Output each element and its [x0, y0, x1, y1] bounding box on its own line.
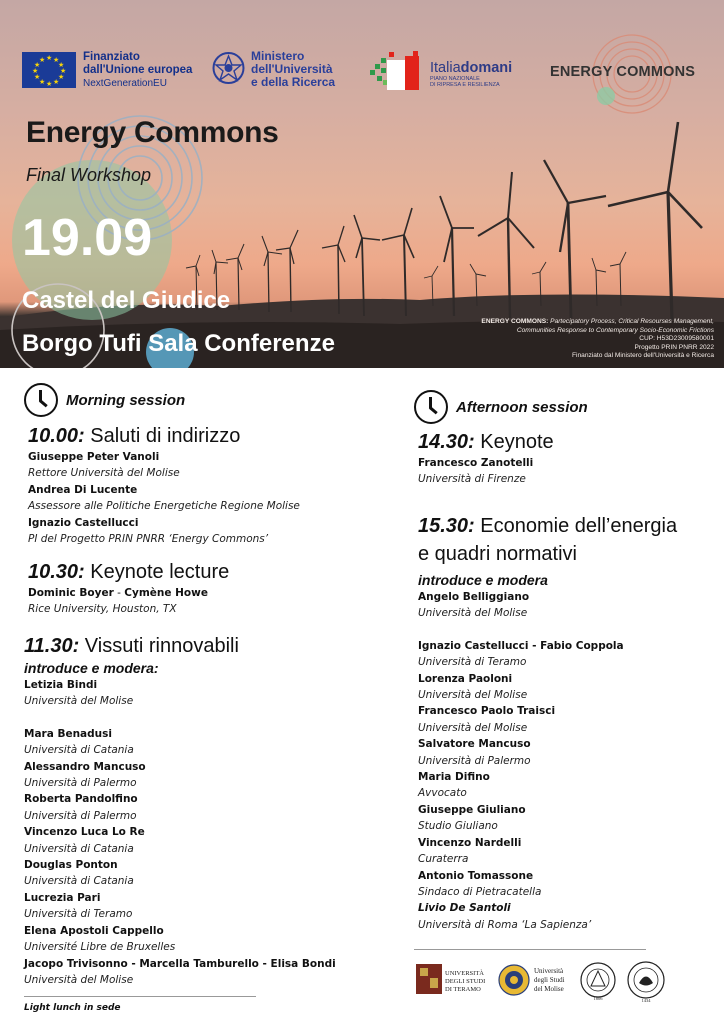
speaker-affiliation: Rice University, Houston, TX	[28, 603, 177, 616]
catania-seal-icon	[628, 962, 664, 998]
slot-title	[24, 633, 336, 659]
event-location-venue: Borgo Tufi Sala Conferenze	[22, 330, 335, 357]
speaker-name: Lucrezia Pari	[24, 891, 101, 904]
speaker-name: Alessandro Mancuso	[24, 760, 146, 773]
afternoon-session-label: Afternoon session	[456, 398, 588, 416]
slot-title	[28, 559, 229, 585]
morning-session-header	[24, 383, 185, 417]
speaker-name: Francesco Zanotelli	[418, 457, 534, 469]
speaker-name: Salvatore Mancuso	[418, 738, 531, 751]
speaker-affiliation: Rettore Università del Molise	[28, 467, 180, 480]
speaker-name: Vincenzo Nardelli	[418, 836, 522, 849]
clock-icon	[24, 383, 58, 417]
hero-banner	[0, 0, 724, 368]
morning-slot-1130	[24, 633, 336, 988]
energy-commons-logo: ENERGY COMMONS	[550, 64, 696, 80]
speaker-name-a: Dominic Boyer	[28, 587, 114, 599]
mur-line2: dell'Università	[251, 62, 333, 76]
speaker-name: Ignazio Castellucci - Fabio Coppola	[418, 639, 624, 652]
moderator-affiliation: Università del Molise	[24, 695, 134, 708]
speaker-affiliation: Sindaco di Pietracatella	[418, 885, 542, 898]
credit-line2: Communities Response to Contemporary Socio-Economic Frictions	[516, 326, 714, 334]
speaker-name: Francesco Paolo Traisci	[418, 705, 556, 718]
moderator-intro: introduce e modera	[418, 572, 548, 588]
molise-label-3: del Molise	[534, 985, 564, 993]
speaker-name-b: Cymène Howe	[124, 587, 208, 599]
molise-label-2: degli Studi	[534, 976, 565, 984]
speaker-affiliation: Università del Molise	[24, 973, 134, 986]
speaker-name: Elena Apostoli Cappello	[24, 924, 164, 937]
slot-time: 11.30:	[24, 635, 80, 657]
palermo-seal-icon	[581, 963, 615, 997]
event-date: 19.09	[22, 209, 153, 267]
credit-program: Progetto PRIN PNRR 2022	[634, 343, 714, 351]
molise-label-1: Università	[534, 967, 564, 975]
afternoon-slot-1530	[418, 513, 677, 933]
speaker-name: Maria Difino	[418, 771, 490, 784]
slot-time: 10.00:	[28, 425, 85, 447]
teramo-logo-icon	[416, 964, 442, 994]
teramo-label-3: DI TERAMO	[445, 986, 481, 993]
project-credit	[481, 318, 714, 361]
speaker-affiliation: PI del Progetto PRIN PNRR ‘Energy Commons’	[28, 533, 269, 546]
speaker-name: Giuseppe Peter Vanoli	[28, 451, 160, 463]
slot-heading-line1: Economie dell’energia	[474, 515, 678, 537]
credit-project-name: ENERGY COMMONS:	[481, 318, 549, 325]
afternoon-session-header	[414, 390, 588, 424]
speaker-affiliation: Università del Molise	[418, 689, 528, 702]
speaker-name: Roberta Pandolfino	[24, 793, 138, 806]
speaker-name: Douglas Ponton	[24, 859, 118, 872]
moderator-name: Letizia Bindi	[24, 679, 98, 691]
speaker-affiliation: Università di Teramo	[24, 908, 133, 921]
speaker-affiliation: Università di Catania	[24, 875, 134, 888]
molise-seal-icon	[499, 965, 529, 995]
speaker-affiliation: Università di Palermo	[24, 809, 137, 822]
speaker-name: Andrea Di Lucente	[28, 483, 138, 496]
slot-heading: Keynote	[474, 431, 554, 453]
brand-part-a: Italia	[430, 60, 461, 76]
speaker-affiliation: Curaterra	[418, 853, 469, 866]
teramo-label-1: UNIVERSITÀ	[445, 970, 484, 977]
slot-time: 10.30:	[28, 561, 85, 583]
italiadomani-pixel-flag-icon	[369, 50, 425, 94]
ministry-label	[251, 50, 335, 89]
mur-line1: Ministero	[251, 49, 305, 63]
pnrr-line1: PIANO NAZIONALE	[430, 76, 480, 82]
speaker-affiliation: Università di Catania	[24, 744, 134, 757]
moderator-intro: introduce e modera:	[24, 660, 159, 676]
speaker-affiliation: Assessore alle Politiche Energetiche Regione Molise	[28, 500, 300, 513]
italiadomani-label	[430, 60, 512, 88]
moderator-name: Angelo Belliggiano	[418, 591, 530, 603]
slot-heading: Saluti di indirizzo	[84, 425, 241, 447]
speaker-name: Mara Benadusi	[24, 727, 112, 740]
eu-line1: Finanziato	[83, 51, 140, 63]
eu-funding-label	[83, 51, 192, 90]
slot-heading: Keynote lecture	[84, 561, 230, 583]
speaker-affiliation: Università di Catania	[24, 842, 134, 855]
teramo-label-2: DEGLI STUDI	[445, 978, 486, 985]
event-subtitle: Final Workshop	[26, 165, 152, 185]
speaker-name: Antonio Tomassone	[418, 869, 534, 882]
mur-line3: e della Ricerca	[251, 75, 336, 89]
slot-title	[418, 513, 677, 539]
speaker-affiliation: Università del Molise	[418, 721, 528, 734]
credit-cup: CUP: H53D23009580001	[639, 335, 714, 343]
slot-time: 14.30:	[418, 431, 475, 453]
universities-divider	[414, 949, 646, 950]
slot-time: 15.30:	[418, 515, 475, 537]
credit-line1: Partecipatory Process, Critical Resourses Management,	[548, 318, 714, 325]
italian-republic-emblem-icon	[212, 50, 245, 86]
slot-heading: Vissuti rinnovabili	[79, 635, 239, 657]
credit-funder: Finanziato dal Ministero dell'Università e Ricerca	[572, 352, 714, 360]
speaker-affiliation: Università di Palermo	[24, 777, 137, 790]
eu-line3: NextGenerationEU	[83, 78, 167, 89]
speaker-affiliation: Università di Roma ‘La Sapienza’	[418, 918, 592, 931]
speaker-name	[28, 585, 229, 601]
brand-part-b: domani	[460, 60, 513, 76]
speaker-affiliation: Università di Palermo	[418, 754, 531, 767]
morning-slot-1000	[28, 423, 300, 547]
pnrr-line2: DI RIPRESA E RESILIENZA	[430, 82, 500, 88]
university-logos	[414, 958, 714, 1004]
speaker-affiliation: Avvocato	[418, 787, 467, 800]
slot-heading-line2: e quadri normativi	[418, 543, 577, 565]
moderator-affiliation: Università del Molise	[418, 607, 528, 620]
morning-session-label: Morning session	[66, 391, 186, 409]
slot-title	[28, 423, 300, 449]
catania-seal-year: 1434	[641, 998, 651, 1003]
speaker-affiliation: Université Libre de Bruxelles	[24, 941, 176, 954]
afternoon-slot-1430	[418, 429, 554, 488]
event-location-town: Castel del Giudice	[22, 287, 231, 314]
speaker-affiliation: Studio Giuliano	[418, 820, 498, 833]
speaker-affiliation: Università di Firenze	[418, 473, 526, 486]
event-title: Energy Commons	[26, 116, 279, 149]
lunch-note: Light lunch in sede	[24, 1003, 121, 1013]
speaker-name: Vincenzo Luca Lo Re	[24, 826, 145, 839]
slot-title	[418, 429, 554, 455]
speaker-affiliation: Università di Teramo	[418, 656, 527, 669]
speaker-name: Giuseppe Giuliano	[418, 803, 526, 816]
partner-logo-bar	[0, 42, 724, 102]
palermo-seal-year: 1806	[593, 996, 603, 1001]
eu-flag-icon: ★ ★ ★ ★ ★ ★ ★ ★ ★ ★ ★ ★	[22, 52, 76, 88]
name-separator: -	[113, 587, 125, 599]
italiadomani-brand	[430, 60, 512, 76]
clock-icon	[414, 390, 448, 424]
speaker-name: Jacopo Trivisonno - Marcella Tamburello - Elisa Bondi	[24, 957, 336, 970]
lunch-divider	[24, 996, 256, 997]
speaker-name: Ignazio Castellucci	[28, 516, 139, 529]
speaker-name: Lorenza Paoloni	[418, 672, 513, 685]
speaker-name: Livio De Santoli	[418, 902, 511, 915]
eu-line2: dall'Unione europea	[83, 64, 193, 76]
morning-slot-1030	[28, 559, 229, 618]
